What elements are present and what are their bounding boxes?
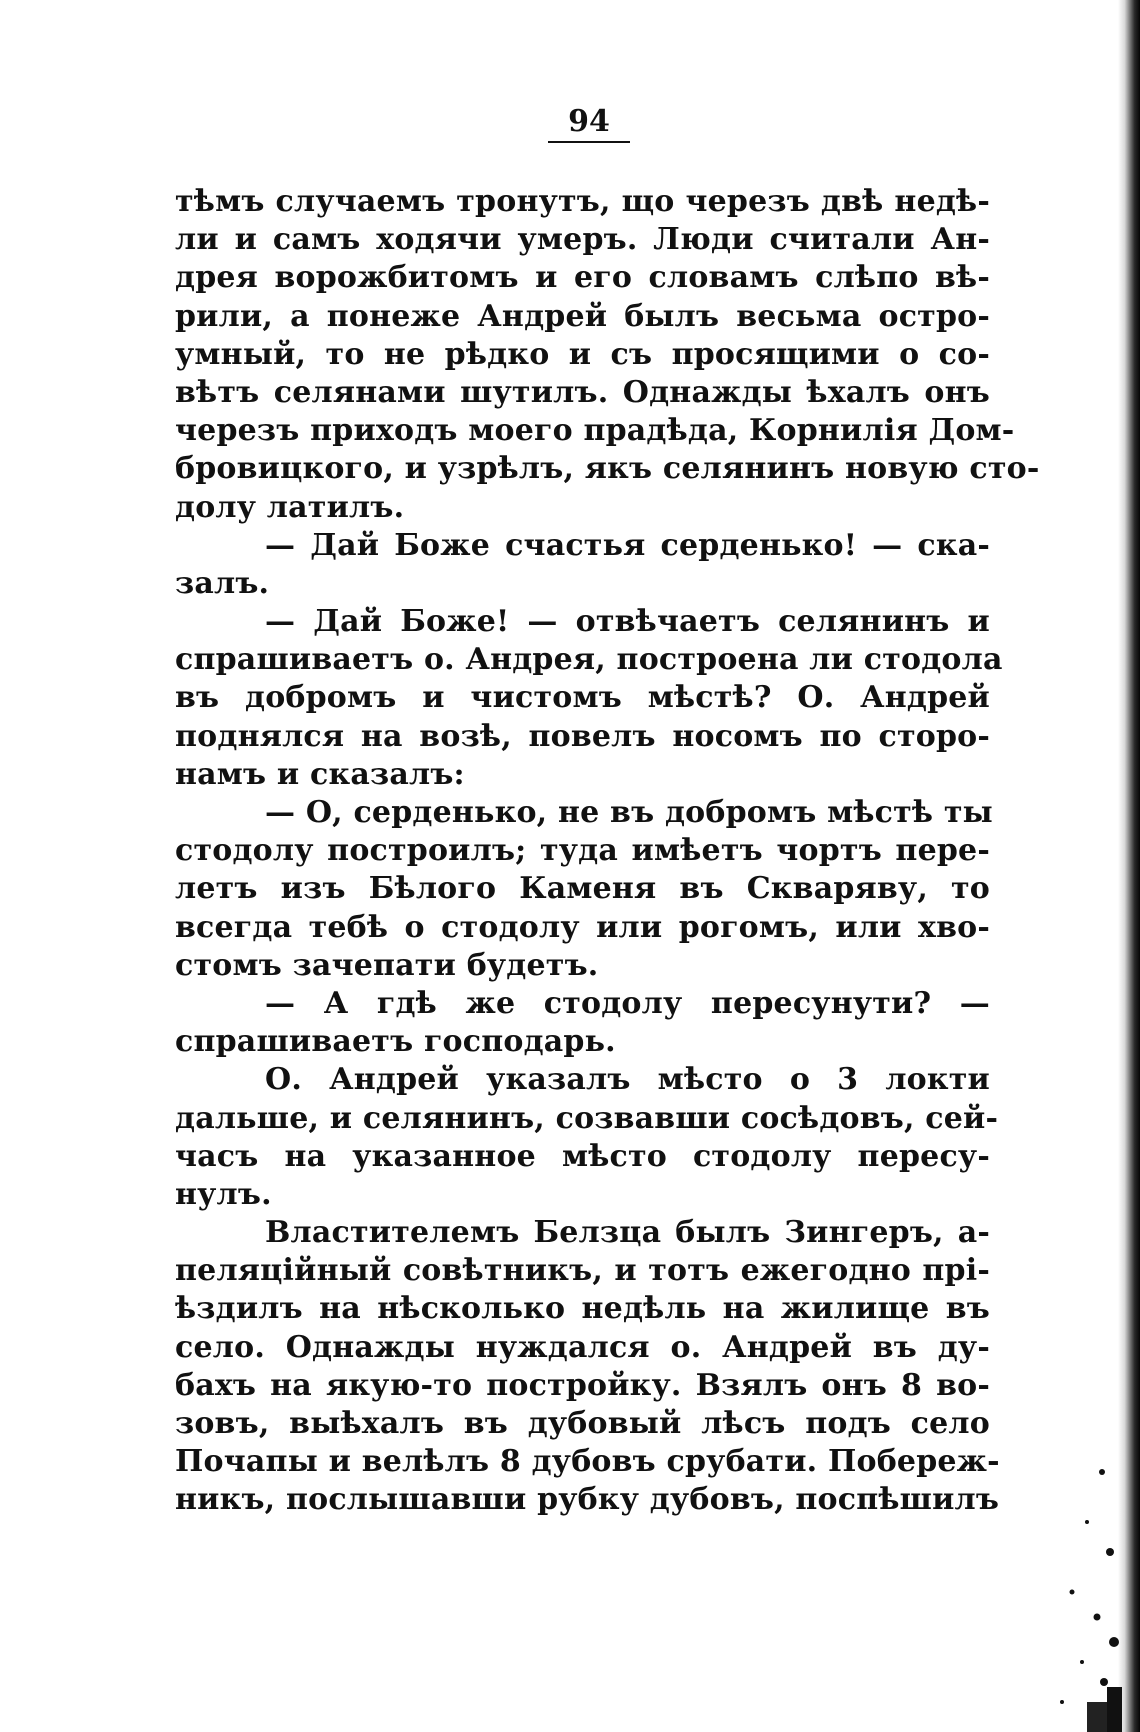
text-line: Властителемъ Белзца былъ Зингеръ, а- — [265, 1215, 990, 1251]
page-number-rule — [548, 141, 630, 143]
text-line: часъ на указанное мѣсто стодолу пересу- — [175, 1138, 990, 1174]
text-line: — А гдѣ же стодолу пересунути? — — [265, 985, 990, 1021]
text-line: Почапы и велѣлъ 8 дубовъ срубати. Побереж- — [175, 1444, 1000, 1480]
page-number: 94 — [568, 104, 610, 139]
text-line: спрашиваетъ господарь. — [175, 1024, 616, 1060]
text-line: бахъ на якую-то постройку. Взялъ онъ 8 во- — [175, 1367, 990, 1403]
text-line: въ добромъ и чистомъ мѣстѣ? О. Андрей — [175, 680, 990, 716]
body-text — [175, 183, 1040, 1520]
text-line: долу латилъ. — [175, 489, 405, 525]
text-line: бровицкого, и узрѣлъ, якъ селянинъ новую сто- — [175, 451, 1040, 487]
text-line: вѣтъ селянами шутилъ. Однажды ѣхалъ онъ — [175, 374, 990, 410]
text-line: — Дай Боже счастья серденько! — ска- — [265, 527, 990, 563]
text-line: летъ изъ Бѣлого Каменя въ Скваряву, то — [175, 871, 990, 907]
text-line: — О, серденько, не въ добромъ мѣстѣ ты — [265, 795, 993, 830]
text-line: спрашиваетъ о. Андрея, построена ли стодола — [175, 642, 1003, 678]
text-line: залъ. — [175, 565, 270, 601]
text-line: всегда тебѣ о стодолу или рогомъ, или хво- — [175, 909, 990, 945]
text-line: намъ и сказалъ: — [175, 756, 465, 792]
text-line: рили, а понеже Андрей былъ весьма остро- — [175, 298, 990, 334]
text-line: черезъ приходъ моего прадѣда, Корнилія Дом- — [175, 413, 1015, 449]
text-line: — Дай Боже! — отвѣчаетъ селянинъ и — [265, 604, 990, 640]
text-line: дальше, и селянинъ, созвавши сосѣдовъ, сей- — [175, 1100, 999, 1136]
text-line: ѣздилъ на нѣсколько недѣль на жилище въ — [175, 1291, 990, 1327]
text-line: дрея ворожбитомъ и его словамъ слѣпо вѣ- — [175, 260, 990, 296]
text-line: тѣмъ случаемъ тронутъ, що черезъ двѣ недѣ- — [175, 184, 990, 219]
text-line: умный, то не рѣдко и съ просящими о со- — [175, 336, 990, 372]
text-line: зовъ, выѣхалъ въ дубовый лѣсъ подъ село — [175, 1406, 990, 1441]
page-edge-specks — [992, 1432, 1122, 1732]
text-line: стодолу построилъ; туда имѣетъ чортъ пере- — [175, 833, 990, 869]
text-line: никъ, послышавши рубку дубовъ, поспѣшилъ — [175, 1482, 1000, 1518]
text-line: село. Однажды нуждался о. Андрей въ ду- — [175, 1329, 990, 1365]
text-line: ли и самъ ходячи умеръ. Люди считали Ан- — [175, 222, 990, 258]
text-line: пеляцiйный совѣтникъ, и тотъ ежегодно прi- — [175, 1253, 990, 1289]
text-line: нулъ. — [175, 1176, 272, 1212]
text-line: поднялся на возѣ, повелъ носомъ по сторо- — [175, 718, 990, 754]
text-line: О. Андрей указалъ мѣсто о 3 локти — [265, 1062, 990, 1098]
text-line: стомъ зачепати будетъ. — [175, 947, 599, 983]
